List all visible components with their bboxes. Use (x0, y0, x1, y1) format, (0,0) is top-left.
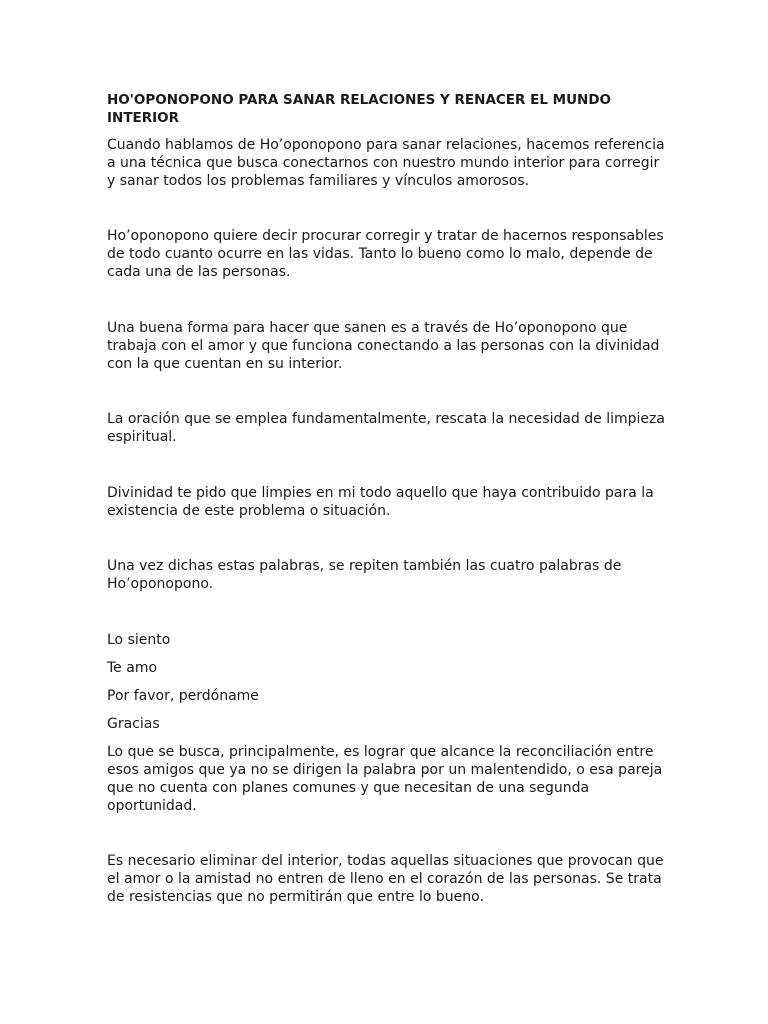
phrase-te-amo: Te amo (107, 660, 158, 676)
phrase-gracias: Gracias (107, 716, 160, 732)
paragraph-meaning: Ho’oponopono quiere decir procurar corregir y tratar de hacernos responsables de todo cuanto ocurre en las vidas. Tanto lo bueno como lo malo, depende de cada una de las personas. (107, 228, 664, 280)
paragraph-divinity: Divinidad te pido que limpies en mi todo aquello que haya contribuido para la existencia de este problema o situación. (107, 485, 654, 519)
phrase-perdoname: Por favor, perdóname (107, 688, 259, 704)
document-title: HO'OPONOPONO PARA SANAR RELACIONES Y RENACER EL MUNDO INTERIOR (107, 92, 612, 126)
paragraph-prayer: La oración que se emplea fundamentalmente, rescata la necesidad de limpieza espiritual. (107, 411, 665, 445)
paragraph-resistances: Es necesario eliminar del interior, todas aquellas situaciones que provocan que el amor o la amistad no entren de lleno en el corazón de las personas. Se trata de resistencias que no permitirán que entre lo bueno. (107, 853, 664, 905)
paragraph-four-words: Una vez dichas estas palabras, se repiten también las cuatro palabras de Ho’oponopono. (107, 558, 622, 592)
paragraph-intro: Cuando hablamos de Ho’oponopono para sanar relaciones, hacemos referencia a una técnica que busca conectarnos con nuestro mundo interior para corregir y sanar todos los problemas familiares y vínculos amorosos. (107, 137, 665, 189)
phrase-lo-siento: Lo siento (107, 632, 171, 648)
paragraph-healing: Una buena forma para hacer que sanen es a través de Ho’oponopono que trabaja con el amor y que funciona conectando a las personas con la divinidad con la que cuentan en su interior. (107, 320, 660, 372)
paragraph-reconciliation: Lo que se busca, principalmente, es lograr que alcance la reconciliación entre esos amigos que ya no se dirigen la palabra por un malentendido, o esa pareja que no cuenta con planes comunes y que necesitan de una segunda oportunidad. (107, 744, 663, 814)
